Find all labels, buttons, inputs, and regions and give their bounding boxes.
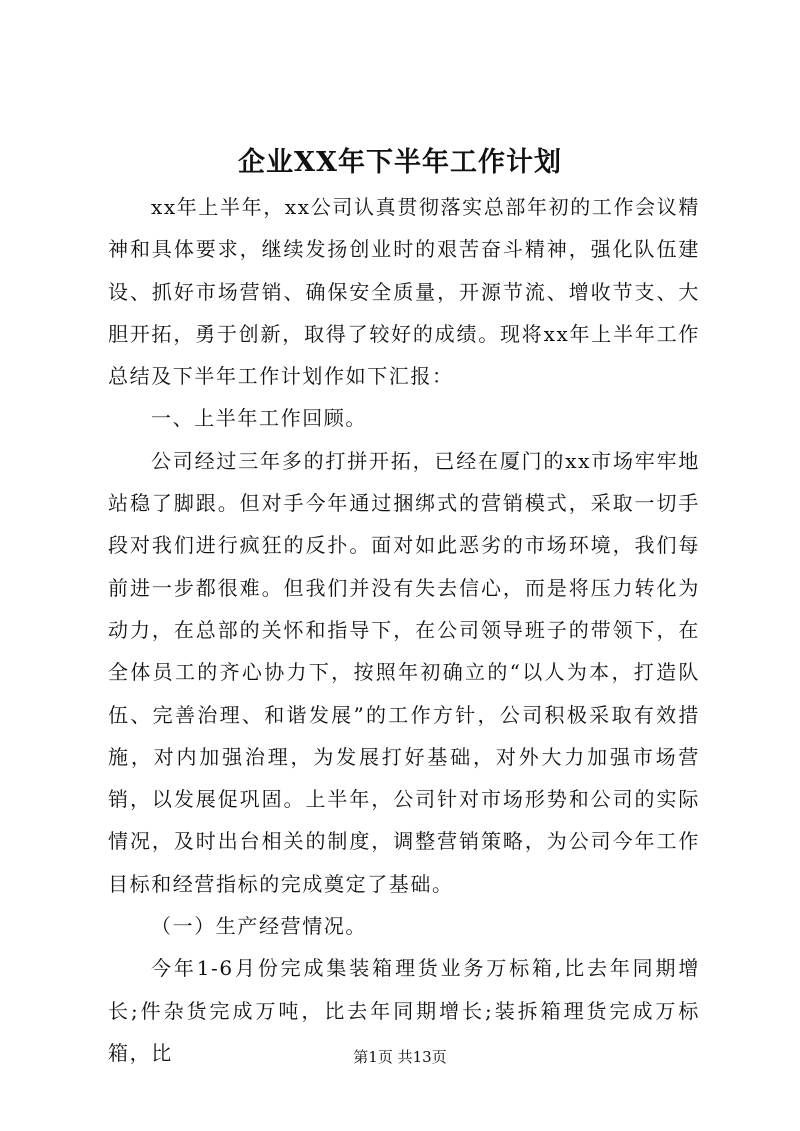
paragraph-intro: xx年上半年，xx公司认真贯彻落实总部年初的工作会议精神和具体要求，继续发扬创业时的艰苦奋斗精神，强化队伍建设、抓好市场营销、确保安全质量，开源节流、增收节支、大胆开拓，勇于创新，取得了较好的成绩。现将xx年上半年工作总结及下半年工作计划作如下汇报： bbox=[108, 195, 700, 389]
section-heading-review: 一、上半年工作回顾。 bbox=[151, 406, 367, 431]
document-body bbox=[108, 186, 700, 1074]
paragraph-operations: 今年1-6月份完成集装箱理货业务万标箱,比去年同期增长;件杂货完成万吨，比去年同期增长;装拆箱理货完成万标箱，比 bbox=[108, 956, 700, 1065]
document-title: 企业XX年下半年工作计划 bbox=[238, 147, 562, 178]
page-number-footer: 第1页 共13页 bbox=[353, 1048, 447, 1066]
paragraph-review: 公司经过三年多的打拼开拓，已经在厦门的xx市场牢牢地站稳了脚跟。但对手今年通过捆绑式的营销模式，采取一切手段对我们进行疯狂的反扑。面对如此恶劣的市场环境，我们每前进一步都很难。但我们并没有失去信心，而是将压力转化为动力，在总部的关怀和指导下，在公司领导班子的带领下，在全体员工的齐心协力下，按照年初确立的“以人为本，打造队伍、完善治理、和谐发展”的工作方针，公司积极采取有效措施，对内加强治理，为发展打好基础，对外大力加强市场营销，以发展促巩固。上半年，公司针对市场形势和公司的实际情况，及时出台相关的制度，调整营销策略，为公司今年工作目标和经营指标的完成奠定了基础。 bbox=[108, 448, 700, 896]
subsection-heading-operations: （一）生产经营情况。 bbox=[151, 914, 367, 939]
